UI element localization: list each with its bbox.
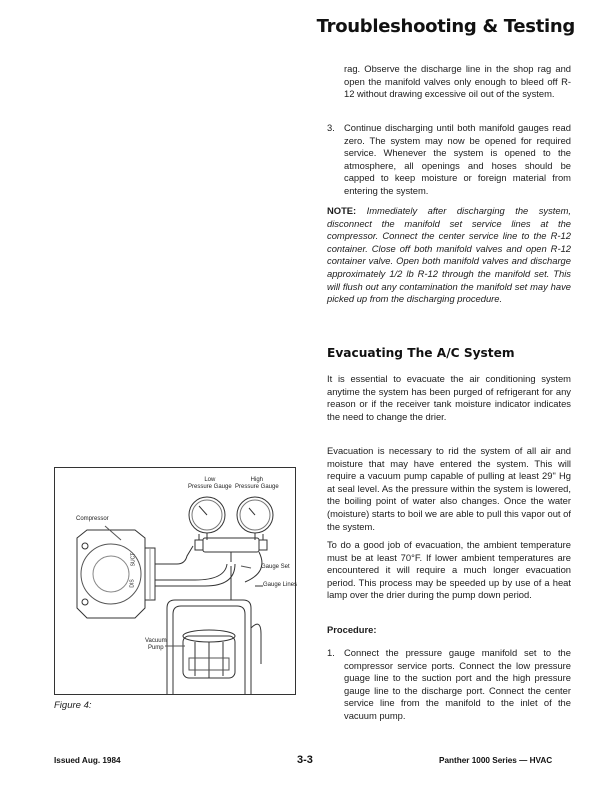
paragraph-3-text: To do a good job of evacuation, the ambient temperature must be at least 70°F. If lower ambient temperatures are encountered it will require a much longer evacuation period. This process may be speeded up by use of a heat lamp over the drier during the pump down period. (327, 539, 571, 601)
footer-series: Panther 1000 Series — HVAC (439, 756, 553, 765)
step-3-number: 3. (327, 122, 335, 133)
note-text: Immediately after discharging the system, disconnect the manifold set service lines at the compressor. Connect the center service line to the R-12 container. Close off both manifold valves and open R-12 container valve. Open both manifold valves and discharge approximately 1/2 lb R-12 through the manifold set. This will flush out any contamination the manifold set may have picked up from the discharging procedure. (327, 205, 571, 305)
paragraph-2-text: Evacuation is necessary to rid the system of all air and moisture that may have entered the system. This will require a vacuum pump capable of pulling at least 29" Hg at seal level. As the pressure within the system is lowered, the boiling point of water also changes. Once the water (moisture) starts to boil we are able to pull this vapor out of the system. (327, 445, 571, 532)
note-block (327, 205, 571, 306)
note-label: NOTE: (327, 205, 357, 216)
paragraph-3 (327, 539, 571, 602)
gauge-set-label: Gauge Set (261, 564, 290, 570)
page-title: Troubleshooting & Testing (316, 16, 575, 37)
paragraph-2 (327, 445, 571, 533)
evacuation-diagram-illustration (55, 468, 298, 694)
footer-issued-date: Issued Aug. 1984 (54, 756, 121, 765)
procedure-step-1-number: 1. (327, 647, 335, 658)
figure-caption: Figure 4: (54, 700, 92, 711)
compressor-label: Compressor (76, 516, 109, 522)
step-3-text: Continue discharging until both manifold gauges read zero. The system may now be opened for required service. Whenever the system is opened to the atmosphere, all openings and hoses should be capped to keep moisture or foreign material from entering the system. (344, 122, 571, 196)
paragraph-1-text: It is essential to evacuate the air conditioning system anytime the system has been purged of refrigerant for any reason or if the receiver tank moisture indicator indicates the need to change the drier. (327, 373, 571, 422)
continued-paragraph (327, 63, 571, 101)
discharge-port-label: DIS (129, 579, 136, 588)
figure-4-diagram (54, 467, 296, 695)
suction-port-label: SUCT (130, 552, 137, 567)
compressor-shape (77, 530, 155, 618)
low-pressure-gauge-label: Low Pressure Gauge (188, 477, 232, 490)
section-heading: Evacuating The A/C System (327, 346, 515, 360)
vacuum-pump-label: Vacuum Pump (145, 638, 167, 651)
high-pressure-gauge-shape (237, 497, 273, 540)
gauge-set-manifold-shape (195, 534, 267, 562)
footer-page-number: 3-3 (297, 754, 313, 766)
paragraph-1 (327, 373, 571, 423)
low-pressure-gauge-shape (189, 497, 225, 540)
high-pressure-gauge-label: High Pressure Gauge (235, 477, 279, 490)
gauge-lines-label: Gauge Lines (263, 582, 298, 588)
procedure-step-1-text: Connect the pressure gauge manifold set to the compressor service ports. Connect the low pressure guage line to the suction port and the high pressure gauge line to the discharge port. Connect the center service line from the manifold to the inlet of the vacuum pump. (344, 647, 571, 721)
procedure-step-1 (327, 647, 571, 723)
step-3 (327, 122, 571, 198)
procedure-label: Procedure: (327, 624, 377, 635)
continued-paragraph-text: rag. Observe the discharge line in the shop rag and open the manifold valves only enough to bleed off R-12 without drawing excessive oil out of the system. (344, 63, 571, 100)
